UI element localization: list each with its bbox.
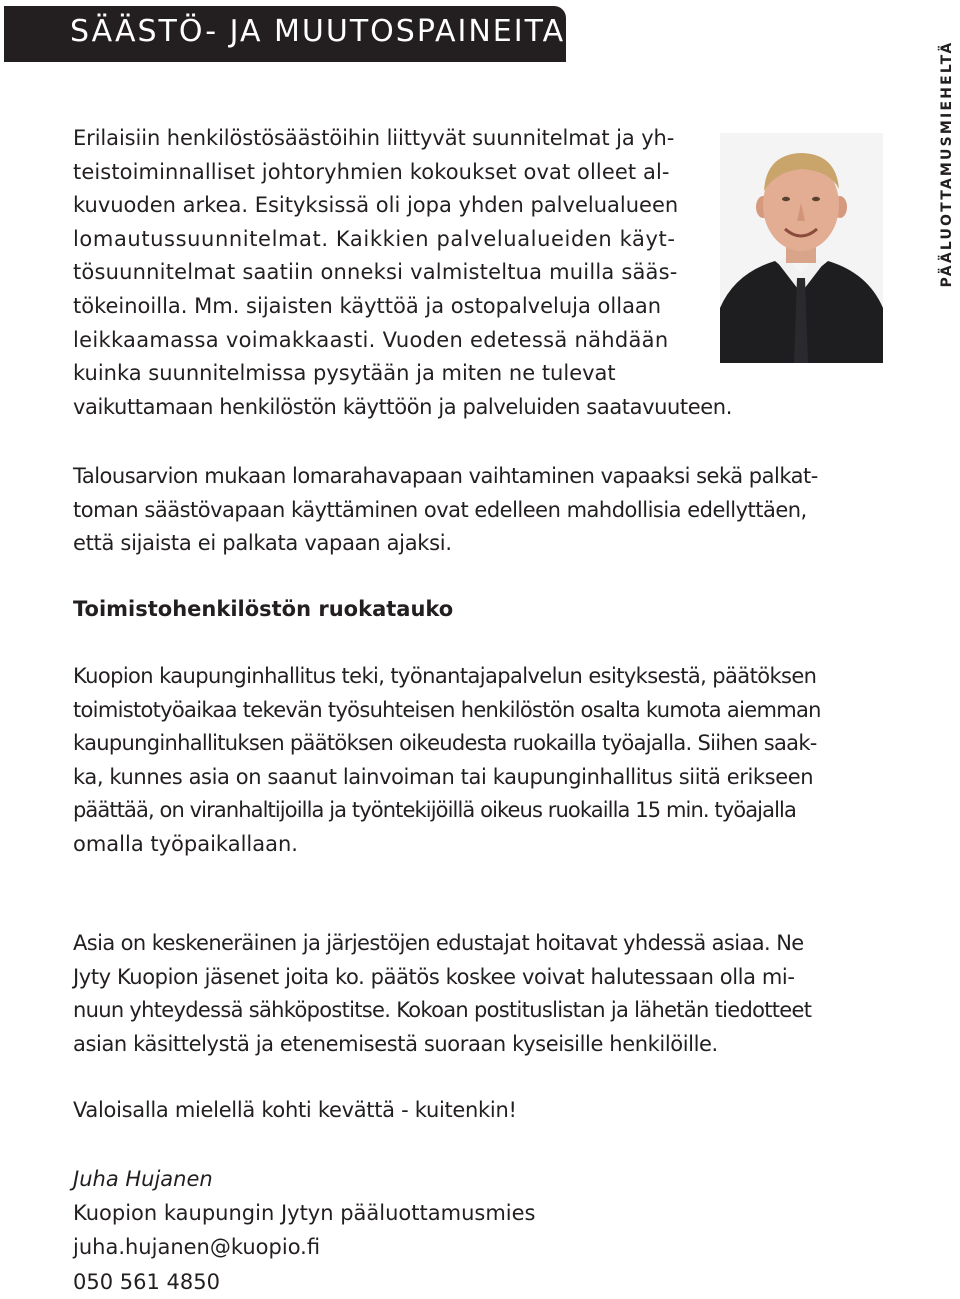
closing-line — [73, 1094, 517, 1128]
text-line: asian käsittelystä ja etenemisestä suoraan kyseisille henkilöille. — [73, 1031, 718, 1056]
paragraph-budget — [73, 460, 818, 561]
text-line: Kuopion kaupunginhallitus teki, työnantajapalvelun esityksestä, päätöksen — [73, 664, 817, 688]
text-line: teistoiminnalliset johtoryhmien kokoukset ovat olleet al- — [73, 159, 670, 184]
text-line: tösuunnitelmat saatiin onneksi valmisteltua muilla sääs- — [73, 260, 678, 285]
text-line: Jyty Kuopion jäsenet joita ko. päätös koskee voivat halutessaan olla mi- — [73, 964, 795, 989]
paragraph-intro — [73, 122, 732, 424]
signature-name: Juha Hujanen — [73, 1167, 213, 1191]
text-line: kaupunginhallituksen päätöksen oikeudesta ruokailla työajalla. Siihen saak- — [73, 731, 817, 756]
person-photo-icon — [720, 133, 883, 363]
signature-block — [73, 1162, 535, 1299]
text-line: Asia on keskeneräinen ja järjestöjen edustajat hoitavat yhdessä asiaa. Ne — [73, 931, 804, 955]
text-line: Talousarvion mukaan lomarahavapaan vaihtaminen vapaaksi sekä palkat- — [73, 464, 818, 488]
text-line: että sijaista ei palkata vapaan ajaksi. — [73, 531, 452, 556]
section-heading: Toimistohenkilöstön ruokatauko — [73, 597, 454, 621]
signature-email: juha.hujanen@kuopio.fi — [73, 1235, 321, 1260]
text-line: ka, kunnes asia on saanut lainvoiman tai kaupunginhallitus siitä erikseen — [73, 764, 814, 789]
text-line: toman säästövapaan käyttäminen ovat edelleen mahdollisia edellyttäen, — [73, 497, 807, 522]
page-title: SÄÄSTÖ- JA MUUTOSPAINEITA — [70, 14, 566, 49]
text-line: kuvuoden arkea. Esityksissä oli jopa yhden palvelualueen — [73, 193, 679, 218]
signature-role: Kuopion kaupungin Jytyn pääluottamusmies — [73, 1201, 536, 1226]
text-line: nuun yhteydessä sähköpostitse. Kokoan postituslistan ja lähetän tiedotteet — [73, 998, 812, 1023]
text-line: tökeinoilla. Mm. sijaisten käyttöä ja ostopalveluja ollaan — [73, 293, 662, 318]
text-line: kuinka suunnitelmissa pysytään ja miten ne tulevat — [73, 361, 616, 386]
text-line: Erilaisiin henkilöstösäästöihin liittyvät suunnitelmat ja yh- — [73, 126, 675, 150]
closing-text: Valoisalla mielellä kohti kevättä - kuitenkin! — [73, 1098, 517, 1122]
signature-phone: 050 561 4850 — [73, 1269, 220, 1294]
text-line: omalla työpaikallaan. — [73, 831, 298, 856]
text-line: lomautussuunnitelmat. Kaikkien palvelualueiden käyt- — [73, 226, 676, 251]
text-line: vaikuttamaan henkilöstön käyttöön ja palveluiden saatavuuteen. — [73, 394, 732, 419]
paragraph-contact — [73, 927, 811, 1061]
author-portrait — [720, 133, 883, 363]
side-label: PÄÄLUOTTAMUSMIEHELTÄ — [939, 40, 955, 288]
text-line: päättää, on viranhaltijoilla ja työntekijöillä oikeus ruokailla 15 min. työajalla — [73, 798, 796, 823]
paragraph-lunch-break — [73, 660, 821, 862]
text-line: leikkaamassa voimakkaasti. Vuoden edetessä nähdään — [73, 327, 669, 352]
text-line: toimistotyöaikaa tekevän työsuhteisen henkilöstön osalta kumota aiemman — [73, 697, 821, 722]
